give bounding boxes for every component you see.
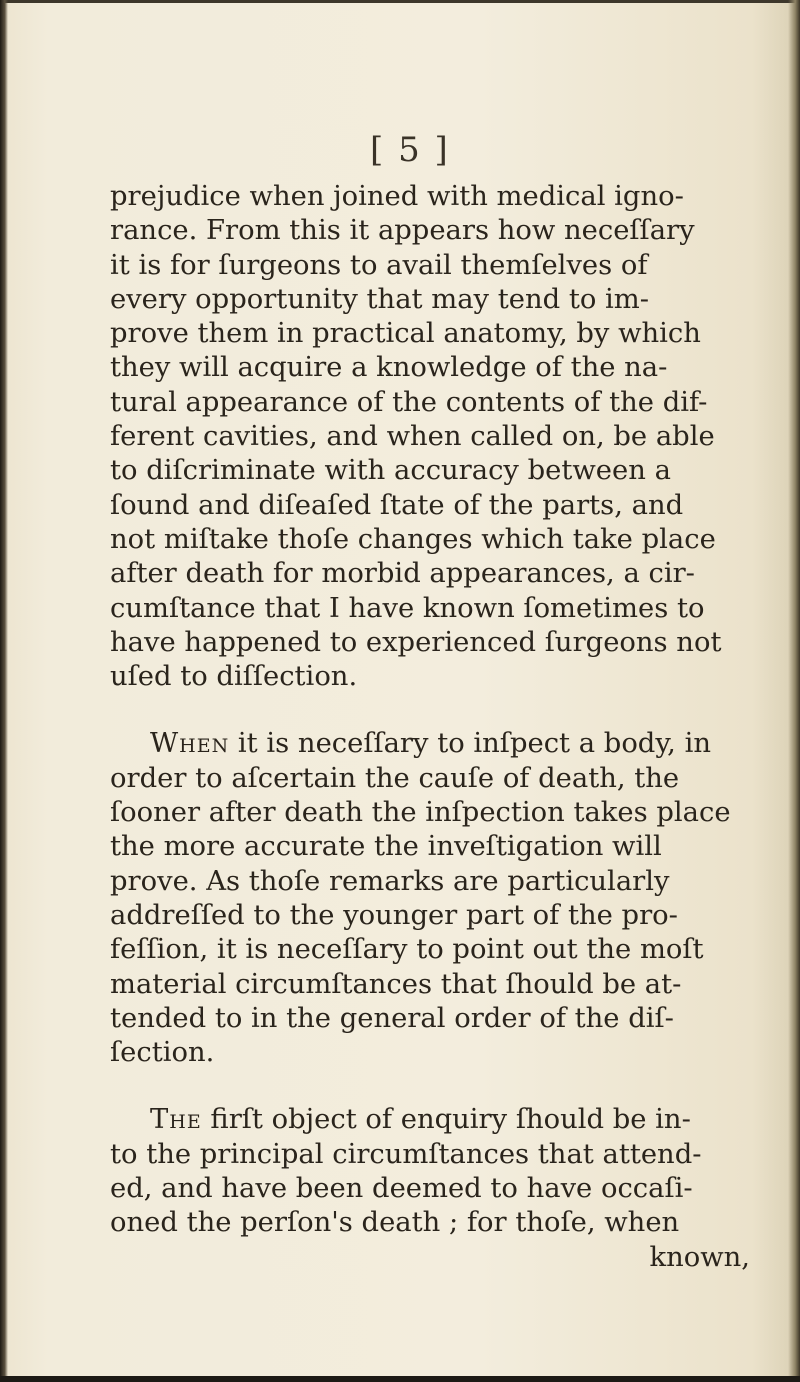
paragraph-gap [110,694,750,727]
body-text [110,180,750,1275]
text-line: tended to in the general order of the diſ- [110,1002,674,1034]
text-line-rest: it is neceſſary to inſpect a body, in [229,728,711,760]
page-right-edge [788,0,800,1382]
text-line: cumſtance that I have known ſometimes to [110,592,705,624]
page-number: [ 5 ] [370,130,450,170]
text-line: to the principal circumſtances that attend- [110,1138,702,1170]
text-line: after death for morbid appearances, a cir- [110,558,695,590]
text-line: ſooner after death the inſpection takes place [110,797,731,829]
text-line: rance. From this it appears how neceſſary [110,215,695,247]
text-line: not miſtake thoſe changes which take place [110,523,716,555]
text-line [110,727,750,761]
paragraph-lead-word: The [150,1104,202,1136]
text-line: material circumſtances that ſhould be at- [110,968,682,1000]
text-line: prove them in practical anatomy, by which [110,318,701,350]
text-line: ſection. [110,1037,215,1069]
text-line: uſed to diſſection. [110,661,358,693]
paragraph-gap [110,1070,750,1103]
page-bottom-edge [0,1376,800,1382]
text-line: tural appearance of the contents of the dif- [110,386,708,418]
text-line [110,1103,750,1137]
text-line: to diſcriminate with accuracy between a [110,455,671,487]
text-line: ſound and diſeaſed ſtate of the parts, and [110,489,684,521]
paragraph-3 [110,1103,750,1274]
catchword: known, [649,1241,750,1273]
text-line: addreſſed to the younger part of the pro- [110,899,678,931]
text-line-rest: firſt object of enquiry ſhould be in- [201,1104,691,1136]
text-line: ed, and have been deemed to have occaſi- [110,1173,693,1205]
paragraph-lead-word: When [150,728,230,760]
text-line: have happened to experienced ſurgeons not [110,626,722,658]
paragraph-2 [110,727,750,1070]
text-line: every opportunity that may tend to im- [110,283,650,315]
text-line: ferent cavities, and when called on, be able [110,421,715,453]
text-line: order to aſcertain the cauſe of death, the [110,762,680,794]
text-line: prejudice when joined with medical igno- [110,181,684,212]
page-left-edge [0,0,8,1382]
text-line: feſſion, it is neceſſary to point out the moſt [110,934,704,966]
paragraph-1 [110,180,750,694]
text-line: prove. As thoſe remarks are particularly [110,865,670,897]
text-line: they will acquire a knowledge of the na- [110,352,668,384]
text-line: the more accurate the inveſtigation will [110,831,662,863]
text-line: oned the perſon's death ; for thoſe, when [110,1207,680,1239]
page-top-edge [0,0,800,3]
text-line: it is for ſurgeons to avail themſelves of [110,249,648,281]
